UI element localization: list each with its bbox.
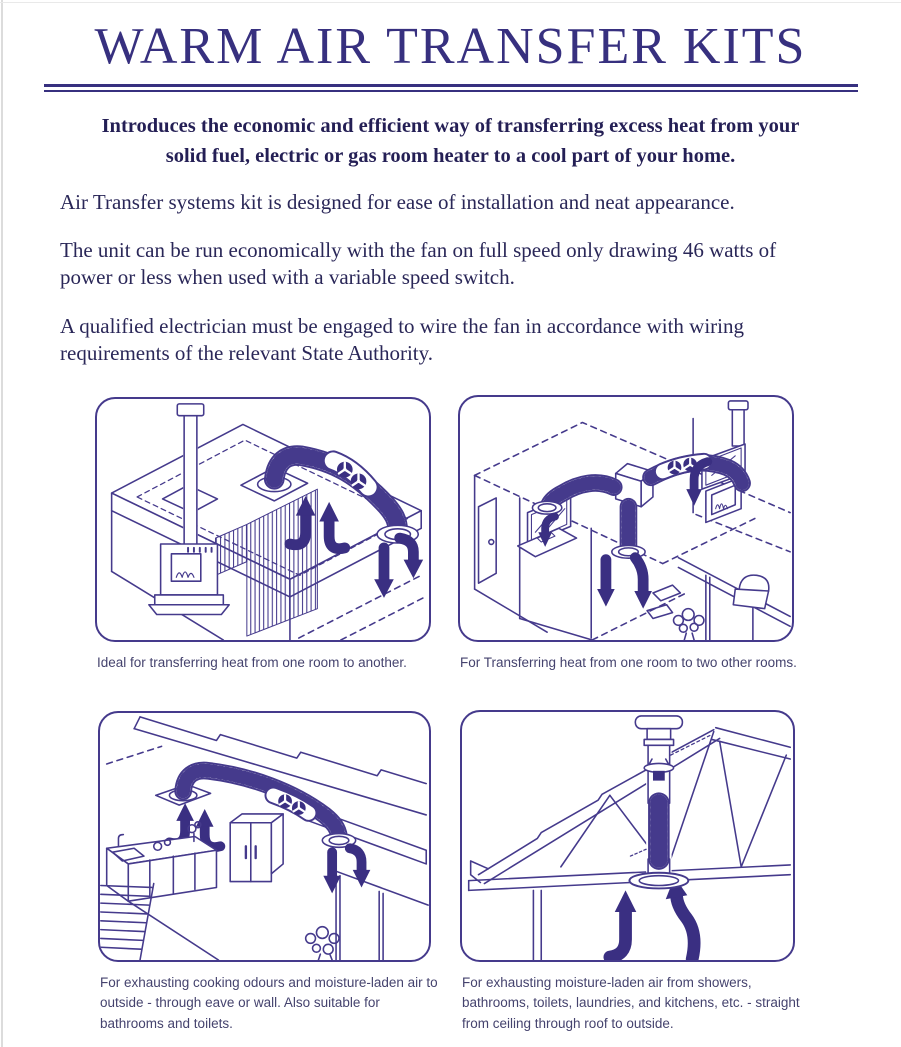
page-title: WARM AIR TRANSFER KITS (94, 18, 807, 75)
paragraph-line: A qualified electrician must be engaged to wire the fan in accordance with wiring (60, 313, 744, 338)
duct-clamp (653, 771, 665, 781)
intro-line-1: Introduces the economic and efficient way of transferring excess heat from your (101, 114, 800, 137)
garden-plants (306, 927, 339, 960)
paragraph-electrician (60, 313, 860, 368)
paragraph-line: requirements of the relevant State Authority. (60, 341, 434, 366)
caption-line: outside - through eave or wall. Also suitable for (100, 995, 380, 1011)
caption-line: bathrooms and toilets. (100, 1015, 233, 1031)
scan-artifact-left (1, 0, 3, 1047)
roof-cowl-vent (635, 716, 682, 745)
fireplace-chimney (728, 401, 748, 446)
illustration-frame (458, 395, 794, 642)
exhaust-through-roof-illustration (462, 712, 793, 960)
caption-line: from ceiling through roof to outside. (462, 1015, 674, 1031)
paragraph-line: The unit can be run economically with the fan on full speed only drawing 46 watts of (60, 238, 777, 263)
duct-to-left-room (532, 483, 613, 514)
papers-and-plant (647, 585, 704, 640)
figure-caption (95, 653, 435, 673)
left-room-walls (475, 475, 593, 640)
paragraph-economy (60, 237, 860, 292)
fan-blade-icon (278, 794, 292, 808)
figure-exhaust-through-roof (460, 710, 800, 1034)
heat-transfer-two-rooms-illustration (460, 397, 792, 640)
wood-stove (149, 544, 229, 615)
scan-artifact-top (0, 2, 901, 3)
paragraph-line: Air Transfer systems kit is designed for ease of installation and neat appearance. (60, 189, 735, 214)
illustration-frame (98, 711, 431, 962)
ceiling-grille (629, 873, 688, 889)
fan-blade-icon (292, 801, 306, 815)
figure-heat-transfer-two-rooms (458, 395, 798, 673)
fan-blade-icon (351, 473, 367, 489)
fan-blade-icon (337, 462, 353, 478)
caption-line: Ideal for transferring heat from one room to another. (97, 655, 407, 670)
figure-caption (460, 973, 800, 1034)
caption-line: For exhausting moisture-laden air from showers, (462, 975, 752, 990)
figure-exhaust-through-eave (98, 711, 438, 1034)
paragraph-line: power or less when used with a variable speed switch. (60, 265, 515, 290)
body-paragraphs (60, 189, 860, 367)
exhaust-through-eave-illustration (100, 713, 429, 960)
heat-transfer-one-room-illustration (97, 399, 429, 640)
intro-statement (0, 111, 901, 171)
paragraph-installation (60, 189, 860, 216)
caption-line: For exhausting cooking odours and moisture-laden air to (100, 975, 438, 990)
figure-caption (458, 653, 798, 673)
intro-line-2: solid fuel, electric or gas room heater to a cool part of your home. (165, 144, 736, 167)
right-room-furniture (678, 558, 790, 640)
caption-line: For Transferring heat from one room to two other rooms. (460, 655, 797, 670)
caption-line: bathrooms, toilets, laundries, and kitchens, etc. - straight (462, 995, 800, 1011)
illustration-frame (460, 710, 795, 962)
exhaust-duct (630, 736, 709, 879)
figure-caption (98, 973, 438, 1034)
tall-cupboard (230, 814, 283, 882)
title-double-rule (44, 84, 858, 92)
armchair (739, 575, 769, 591)
illustration-frame (95, 397, 431, 642)
fan-blade-icon (668, 461, 682, 475)
figure-heat-transfer-one-room (95, 397, 435, 673)
tap-icon (118, 835, 123, 847)
duct-down-to-vent (612, 507, 645, 558)
